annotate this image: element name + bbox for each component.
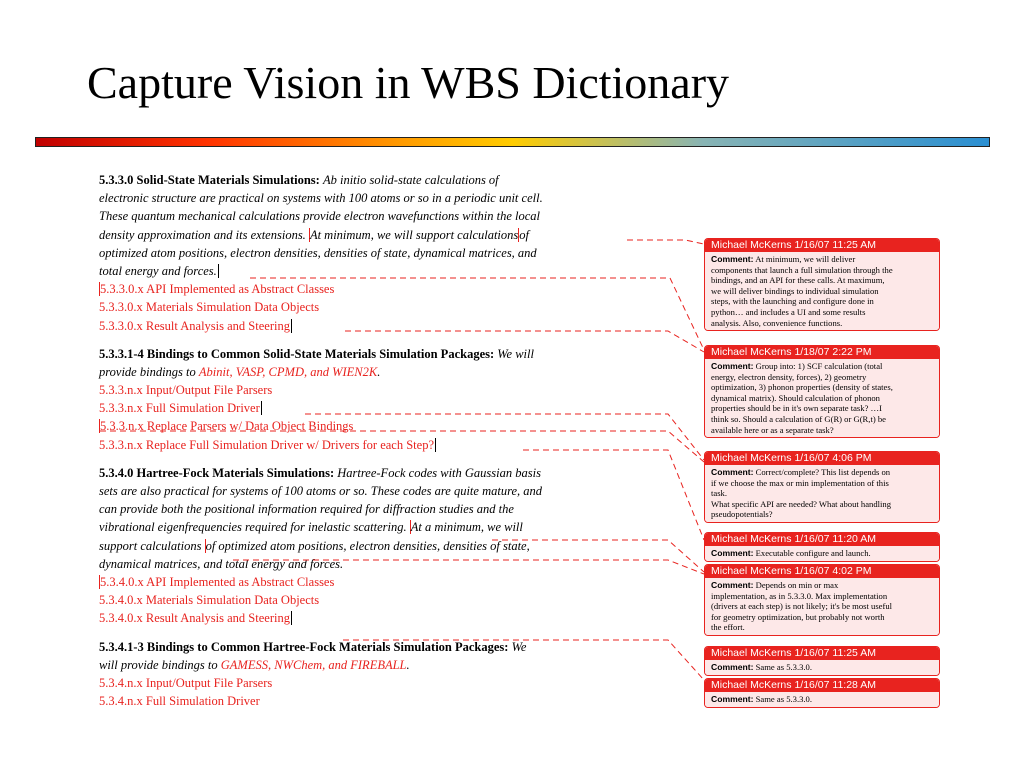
list-item [99, 573, 679, 591]
s2-heading: 5.3.3.1-4 Bindings to Common Solid-State Materials Simulation Packages: [99, 346, 495, 361]
comment-line: for geometry optimization, but probably not worth [711, 611, 885, 622]
comment-balloon-4[interactable] [704, 532, 940, 562]
s1-text-tracked: of [519, 227, 530, 242]
comment-body [705, 546, 939, 561]
list-item [99, 591, 679, 609]
s4-text: will provide bindings to [99, 657, 218, 672]
s3-line-4 [99, 518, 679, 536]
comment-line: if we choose the max or min implementation of this [711, 477, 889, 488]
comment-body [705, 465, 939, 522]
s3-line-5 [99, 537, 679, 555]
comment-label: Comment: [711, 548, 754, 558]
comment-label: Comment: [711, 694, 754, 704]
s1-text-tracked: At minimum, we will support calculations [309, 227, 519, 242]
list-item-text: 5.3.4.n.x Input/Output File Parsers [99, 675, 273, 690]
s1-line-3 [99, 207, 679, 225]
list-item [99, 674, 679, 692]
s1-text: These quantum mechanical calculations provide electron wavefunctions within the local [99, 209, 541, 224]
list-item-text: 5.3.3.n.x Full Simulation Driver [99, 401, 260, 416]
list-item [99, 381, 679, 399]
comment-line: properties should be in it's own separate task? …I [711, 403, 882, 414]
s2-packages: Abinit, VASP, CPMD, and WIEN2K [198, 364, 378, 379]
comment-line: (drivers at each step) is not likely; it's be most useful [711, 601, 893, 612]
title-gradient-rule [35, 137, 990, 147]
s3-line-1 [99, 464, 679, 482]
list-item [99, 609, 679, 627]
s1-text: Ab initio solid-state calculations of [322, 173, 499, 187]
s1-text: optimized atom positions, electron densities, densities of state, dynamical matrices, and [99, 245, 537, 260]
s3-text: dynamical matrices, and total energy and forces. [99, 556, 344, 571]
comment-line: pseudopotentials? [711, 509, 773, 520]
comment-label: Comment: [711, 662, 754, 672]
comment-line: analysis. Also, convenience functions. [711, 317, 843, 328]
s1-text: electronic structure are practical on systems with 100 atoms or so in a periodic unit cell. [99, 191, 543, 206]
list-item-text: 5.3.3.0.x Result Analysis and Steering [99, 318, 290, 333]
comment-line: available here or as a separate task? [711, 424, 834, 435]
s3-text: Hartree-Fock codes with Gaussian basis [337, 465, 541, 480]
comment-balloon-3[interactable] [704, 451, 940, 523]
s1-line-2 [99, 189, 679, 207]
list-item [99, 317, 679, 335]
list-item [99, 417, 679, 435]
s4-text: . [406, 657, 410, 672]
comment-line: optimization, 3) phonon properties (density of states, [711, 382, 893, 393]
s1-line-6 [99, 262, 679, 280]
s3-text: vibrational eigenfrequencies required for inelastic scattering. [99, 520, 407, 535]
comment-line: Depends on min or max [755, 580, 839, 590]
comment-line: components that launch a full simulation through the [711, 264, 893, 275]
comment-line: Same as 5.3.3.0. [755, 662, 812, 672]
s3-text: support calculations [99, 538, 202, 553]
comment-line: Same as 5.3.3.0. [755, 694, 812, 704]
list-item-text: 5.3.4.n.x Full Simulation Driver [99, 694, 260, 709]
list-item-text: 5.3.3.n.x Input/Output File Parsers [99, 383, 273, 398]
comment-header: Michael McKerns 1/16/07 4:02 PM [705, 565, 939, 578]
s3-text-tracked: of optimized atom positions, electron densities, densities of state, [205, 538, 530, 553]
list-item [99, 298, 679, 316]
s3-line-3 [99, 500, 679, 518]
list-item-text: 5.3.3.0.x Materials Simulation Data Objects [99, 300, 320, 315]
slide-title: Capture Vision in WBS Dictionary [87, 57, 730, 108]
comment-line: implementation, as in 5.3.3.0. Max implementation [711, 590, 888, 601]
wbs-document [99, 171, 679, 710]
s1-text: total energy and forces. [99, 263, 217, 278]
comment-line: steps, with the launching and configure done in [711, 296, 874, 307]
comment-line: At minimum, we will deliver [755, 254, 856, 264]
comment-balloon-7[interactable] [704, 678, 940, 708]
comment-line: Executable configure and launch. [755, 548, 871, 558]
s1-line-4 [99, 226, 679, 244]
list-item [99, 436, 679, 454]
comment-balloon-1[interactable] [704, 238, 940, 331]
s3-heading: 5.3.4.0 Hartree-Fock Materials Simulations: [99, 465, 335, 480]
s1-line-1 [99, 171, 679, 189]
comment-label: Comment: [711, 254, 754, 264]
list-item [99, 692, 679, 710]
s4-heading: 5.3.4.1-3 Bindings to Common Hartree-Fock Materials Simulation Packages: [99, 639, 509, 654]
list-item [99, 280, 679, 298]
comment-header: Michael McKerns 1/16/07 11:25 AM [705, 239, 939, 252]
list-item-text: 5.3.4.0.x API Implemented as Abstract Classes [100, 574, 335, 589]
comment-balloon-6[interactable] [704, 646, 940, 676]
s1-line-5 [99, 244, 679, 262]
comment-header: Michael McKerns 1/16/07 4:06 PM [705, 452, 939, 465]
comment-body [705, 252, 939, 330]
comment-line: task. [711, 488, 727, 499]
s1-heading: 5.3.3.0 Solid-State Materials Simulations: [99, 173, 320, 187]
s3-line-6 [99, 555, 679, 573]
s2-line-2 [99, 363, 679, 381]
comment-balloon-5[interactable] [704, 564, 940, 636]
s3-text: can provide both the positional information required for diffraction studies and the [99, 502, 514, 517]
comment-line: the effort. [711, 622, 745, 633]
s2-text: We will [497, 346, 534, 361]
s4-line-2 [99, 656, 679, 674]
comment-body [705, 692, 939, 707]
s3-text-tracked: At a minimum, we will [410, 520, 523, 535]
comment-line: python… and includes a UI and some results [711, 306, 866, 317]
list-item-text: 5.3.3.n.x Replace Full Simulation Driver w/ Drivers for each Step? [99, 437, 434, 452]
comment-line: dynamical matrix). Should calculation of phonon [711, 392, 880, 403]
s3-line-2 [99, 482, 679, 500]
comment-line: What specific API are needed? What about handling [711, 498, 892, 509]
list-item-text: 5.3.3.0.x API Implemented as Abstract Classes [100, 282, 335, 297]
comment-label: Comment: [711, 361, 754, 371]
comment-line: bindings, and an API for these calls. At maximum, [711, 275, 885, 286]
comment-body [705, 359, 939, 437]
comment-body [705, 660, 939, 675]
s1-text: density approximation and its extensions. [99, 227, 306, 242]
s4-line-1 [99, 638, 679, 656]
comment-header: Michael McKerns 1/16/07 11:25 AM [705, 647, 939, 660]
s4-packages: GAMESS, NWChem, and FIREBALL [220, 657, 407, 672]
comment-line: Group into: 1) SCF calculation (total [755, 361, 883, 371]
s3-text: sets are also practical for systems of 100 atoms or so. These codes are quite mature, and [99, 484, 543, 498]
comment-line: energy, electron density, forces), 2) geometry [711, 371, 867, 382]
s2-text: . [377, 364, 381, 379]
comment-label: Comment: [711, 467, 754, 477]
comment-body [705, 578, 939, 635]
s4-text: We [511, 639, 527, 654]
s2-text: provide bindings to [99, 364, 196, 379]
comment-header: Michael McKerns 1/18/07 2:22 PM [705, 346, 939, 359]
comment-line: Correct/complete? This list depends on [755, 467, 891, 477]
comment-header: Michael McKerns 1/16/07 11:28 AM [705, 679, 939, 692]
list-item-text: 5.3.3.n.x Replace Parsers w/ Data Object Bindings [100, 419, 354, 434]
comment-line: we will deliver bindings to individual simulation [711, 285, 879, 296]
comment-balloon-2[interactable] [704, 345, 940, 438]
s2-line-1 [99, 345, 679, 363]
list-item [99, 399, 679, 417]
comment-label: Comment: [711, 580, 754, 590]
list-item-text: 5.3.4.0.x Result Analysis and Steering [99, 611, 290, 626]
list-item-text: 5.3.4.0.x Materials Simulation Data Objects [99, 593, 320, 608]
comment-header: Michael McKerns 1/16/07 11:20 AM [705, 533, 939, 546]
comment-line: think so. Should a calculation of G(R) or G(R,t) be [711, 413, 886, 424]
